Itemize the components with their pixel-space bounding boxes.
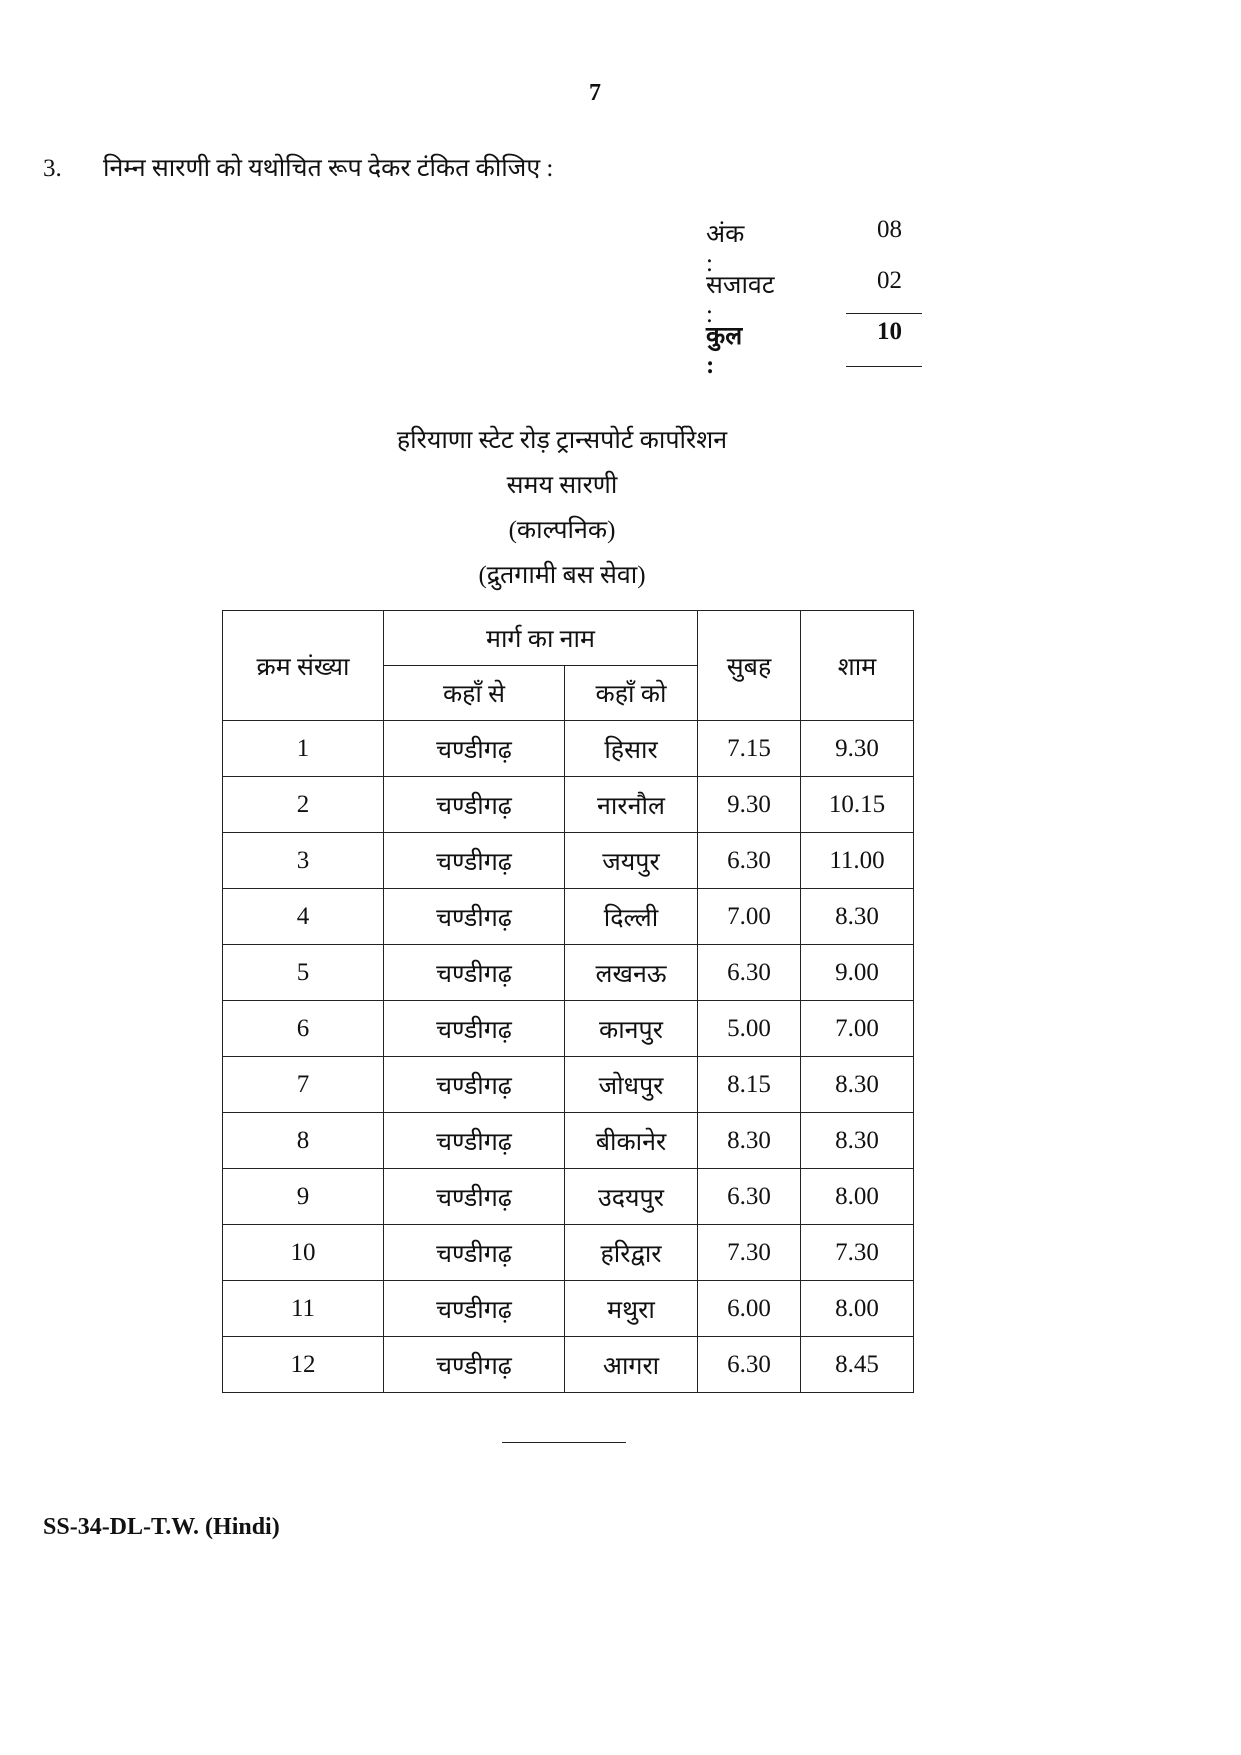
heading-note: (काल्पनिक) bbox=[508, 517, 616, 544]
cell-serial: 7 bbox=[223, 1057, 384, 1113]
cell-serial: 5 bbox=[223, 945, 384, 1001]
header-from: कहाँ से bbox=[384, 666, 565, 721]
cell-from: चण्डीगढ़ bbox=[384, 1225, 565, 1281]
total-rule-bottom bbox=[846, 366, 922, 367]
cell-from: चण्डीगढ़ bbox=[384, 1057, 565, 1113]
marks-label: कुल : bbox=[706, 323, 743, 379]
cell-serial: 12 bbox=[223, 1337, 384, 1393]
heading-corporation: हरियाणा स्टेट रोड़ ट्रान्सपोर्ट कार्पोरेशन bbox=[396, 427, 728, 454]
cell-to: हिसार bbox=[565, 721, 698, 777]
cell-morning: 6.30 bbox=[698, 1169, 801, 1225]
cell-from: चण्डीगढ़ bbox=[384, 721, 565, 777]
cell-serial: 10 bbox=[223, 1225, 384, 1281]
marks-label: सजावट : bbox=[706, 272, 775, 328]
table-heading bbox=[312, 418, 812, 598]
table-row bbox=[223, 721, 914, 777]
table-row bbox=[223, 945, 914, 1001]
cell-evening: 8.30 bbox=[801, 1113, 914, 1169]
cell-to: मथुरा bbox=[565, 1281, 698, 1337]
cell-serial: 4 bbox=[223, 889, 384, 945]
cell-serial: 11 bbox=[223, 1281, 384, 1337]
cell-morning: 7.30 bbox=[698, 1225, 801, 1281]
paper-code: SS-34-DL-T.W. (Hindi) bbox=[43, 1514, 280, 1540]
cell-evening: 8.00 bbox=[801, 1169, 914, 1225]
page-number: 7 bbox=[589, 80, 601, 106]
marks-value: 08 bbox=[877, 216, 902, 243]
cell-evening: 8.45 bbox=[801, 1337, 914, 1393]
cell-from: चण्डीगढ़ bbox=[384, 1113, 565, 1169]
marks-label: अंक : bbox=[706, 221, 745, 277]
cell-from: चण्डीगढ़ bbox=[384, 1169, 565, 1225]
cell-evening: 9.30 bbox=[801, 721, 914, 777]
cell-to: आगरा bbox=[565, 1337, 698, 1393]
cell-evening: 9.00 bbox=[801, 945, 914, 1001]
bus-timetable bbox=[222, 610, 914, 1393]
cell-morning: 6.00 bbox=[698, 1281, 801, 1337]
cell-to: लखनऊ bbox=[565, 945, 698, 1001]
cell-morning: 8.15 bbox=[698, 1057, 801, 1113]
cell-evening: 8.00 bbox=[801, 1281, 914, 1337]
question bbox=[43, 150, 553, 184]
cell-serial: 2 bbox=[223, 777, 384, 833]
timetable-body bbox=[223, 721, 914, 1393]
marks-value: 10 bbox=[877, 318, 902, 345]
cell-serial: 1 bbox=[223, 721, 384, 777]
table-row bbox=[223, 777, 914, 833]
cell-evening: 7.30 bbox=[801, 1225, 914, 1281]
cell-from: चण्डीगढ़ bbox=[384, 1281, 565, 1337]
cell-morning: 6.30 bbox=[698, 945, 801, 1001]
cell-to: नारनौल bbox=[565, 777, 698, 833]
table-row bbox=[223, 1337, 914, 1393]
table-row bbox=[223, 1281, 914, 1337]
question-number: 3. bbox=[43, 155, 62, 182]
header-to: कहाँ को bbox=[565, 666, 698, 721]
cell-to: जयपुर bbox=[565, 833, 698, 889]
table-row bbox=[223, 1057, 914, 1113]
header-route: मार्ग का नाम bbox=[384, 611, 698, 666]
cell-serial: 8 bbox=[223, 1113, 384, 1169]
cell-serial: 9 bbox=[223, 1169, 384, 1225]
cell-from: चण्डीगढ़ bbox=[384, 1337, 565, 1393]
cell-to: बीकानेर bbox=[565, 1113, 698, 1169]
cell-from: चण्डीगढ़ bbox=[384, 889, 565, 945]
table-row bbox=[223, 1113, 914, 1169]
header-morning: सुबह bbox=[698, 611, 801, 721]
cell-to: दिल्ली bbox=[565, 889, 698, 945]
header-serial: क्रम संख्या bbox=[223, 611, 384, 721]
table-row bbox=[223, 889, 914, 945]
cell-evening: 8.30 bbox=[801, 1057, 914, 1113]
cell-serial: 3 bbox=[223, 833, 384, 889]
cell-from: चण्डीगढ़ bbox=[384, 833, 565, 889]
total-rule-top bbox=[846, 313, 922, 314]
end-rule bbox=[502, 1442, 626, 1443]
header-evening: शाम bbox=[801, 611, 914, 721]
question-text: निम्न सारणी को यथोचित रूप देकर टंकित कीजिए : bbox=[103, 155, 554, 182]
cell-to: हरिद्वार bbox=[565, 1225, 698, 1281]
cell-morning: 7.15 bbox=[698, 721, 801, 777]
cell-from: चण्डीगढ़ bbox=[384, 1001, 565, 1057]
cell-serial: 6 bbox=[223, 1001, 384, 1057]
cell-to: उदयपुर bbox=[565, 1169, 698, 1225]
marks-value: 02 bbox=[877, 267, 902, 294]
cell-to: जोधपुर bbox=[565, 1057, 698, 1113]
cell-morning: 7.00 bbox=[698, 889, 801, 945]
cell-morning: 6.30 bbox=[698, 1337, 801, 1393]
table-row bbox=[223, 833, 914, 889]
cell-to: कानपुर bbox=[565, 1001, 698, 1057]
heading-title: समय सारणी bbox=[506, 472, 618, 499]
heading-service: (द्रुतगामी बस सेवा) bbox=[478, 562, 646, 589]
cell-morning: 9.30 bbox=[698, 777, 801, 833]
cell-morning: 6.30 bbox=[698, 833, 801, 889]
table-row bbox=[223, 1001, 914, 1057]
table-row bbox=[223, 1169, 914, 1225]
cell-morning: 5.00 bbox=[698, 1001, 801, 1057]
cell-from: चण्डीगढ़ bbox=[384, 945, 565, 1001]
cell-morning: 8.30 bbox=[698, 1113, 801, 1169]
cell-evening: 8.30 bbox=[801, 889, 914, 945]
cell-from: चण्डीगढ़ bbox=[384, 777, 565, 833]
cell-evening: 11.00 bbox=[801, 833, 914, 889]
cell-evening: 7.00 bbox=[801, 1001, 914, 1057]
cell-evening: 10.15 bbox=[801, 777, 914, 833]
table-row bbox=[223, 1225, 914, 1281]
